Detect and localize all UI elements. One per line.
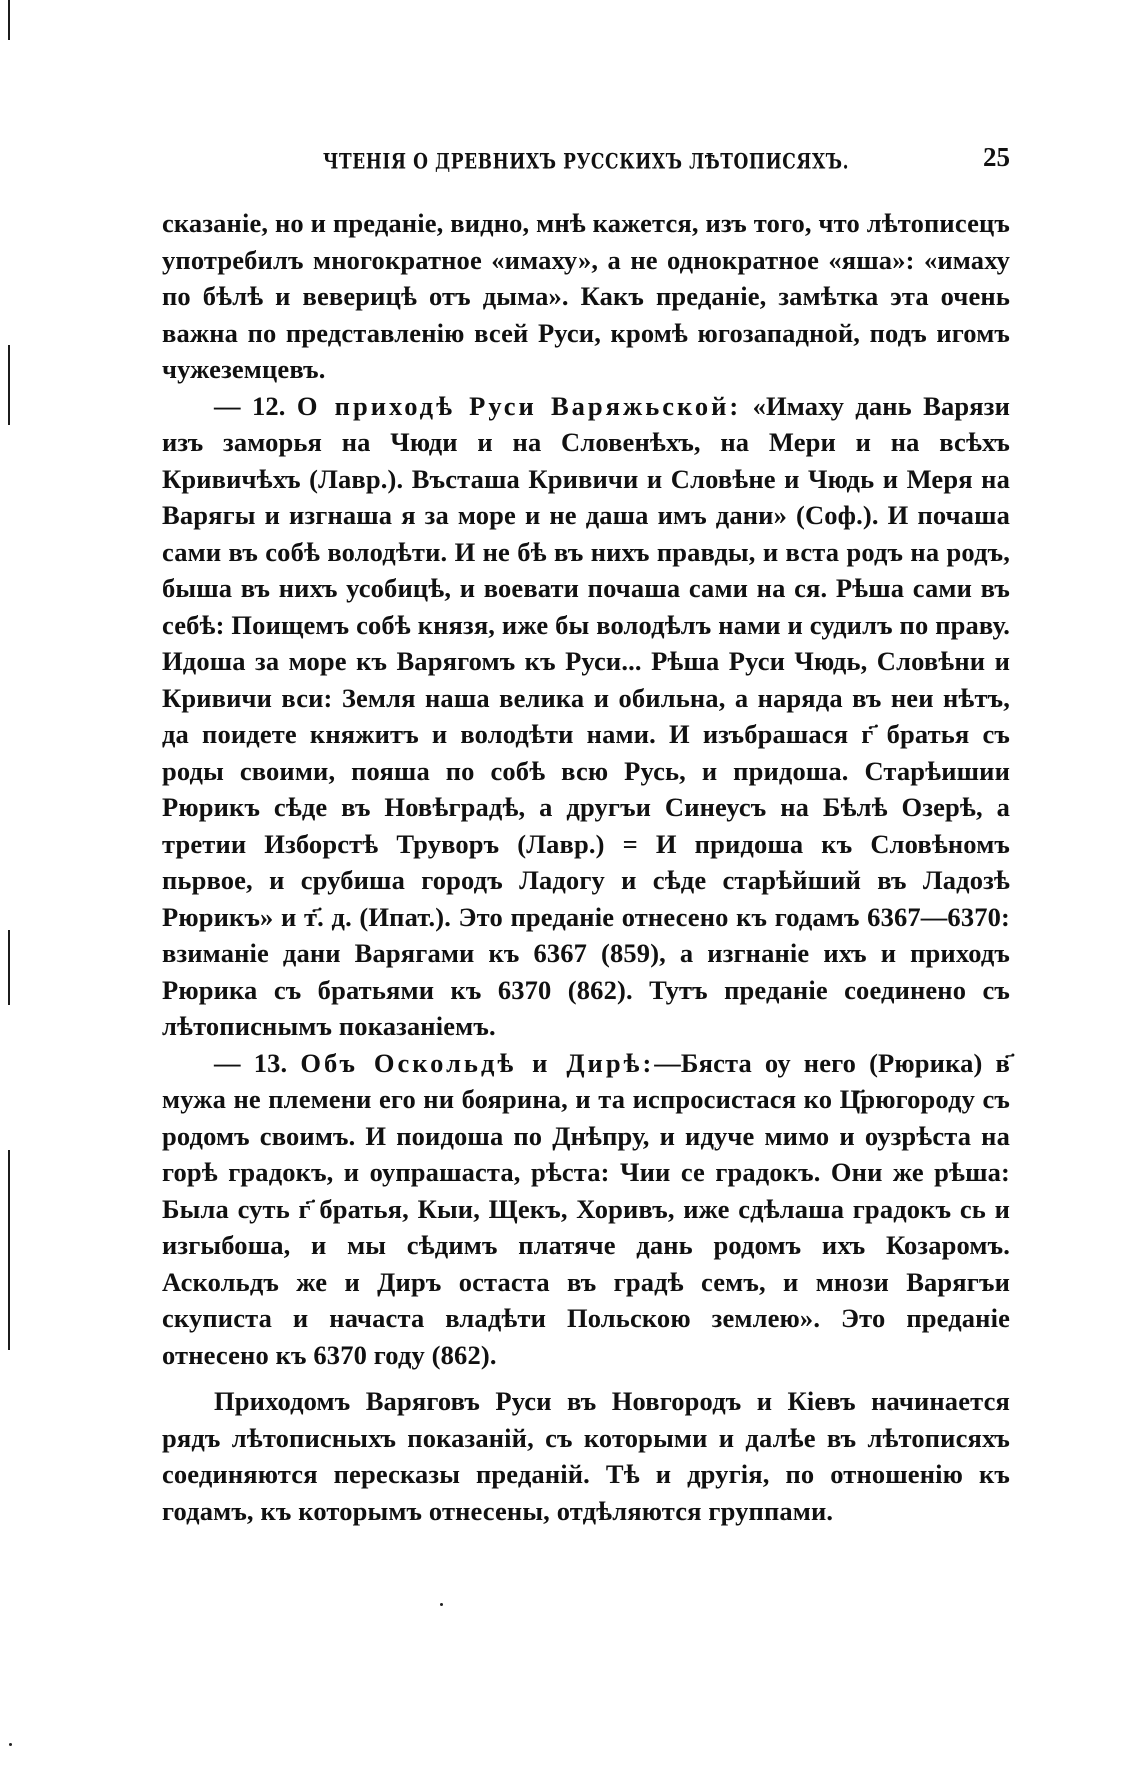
paragraph: [162, 205, 1010, 388]
section-heading: Объ Оскольдѣ и Дирѣ:: [300, 1047, 655, 1078]
paragraph: [162, 388, 1010, 1045]
paragraph-text: Приходомъ Варяговъ Руси въ Новгородъ и Кіевъ начинается рядъ лѣтописныхъ показаній, съ которыми и далѣе въ лѣтописяхъ соединяются пересказы преданій. Тѣ и другія, по отношенію къ годамъ, къ которымъ отнесены, отдѣляются группами.: [162, 1386, 1010, 1526]
scan-speck: [9, 1743, 12, 1746]
section-number: — 12.: [214, 390, 297, 421]
paragraph: [162, 1383, 1010, 1529]
scan-margin-rule: [8, 345, 10, 425]
section-number: — 13.: [214, 1047, 301, 1078]
paragraph: [162, 1045, 1010, 1374]
paragraph-text: «Имаху дань Варязи изъ заморья на Чюди и на Словенѣхъ, на Мери и на всѣхъ Кривичѣхъ (Лавр.). Въсташа Кривичи и Словѣне и Чюдь и Меря на Варягы и изгнаша я за море и не даша имъ дани» (Соф.). И почаша сами въ собѣ володѣти. И не бѣ въ нихъ правды, и вста родъ на родъ, быша въ нихъ усобицѣ, и воевати почаша сами на ся. Рѣша сами въ себѣ: Поищемъ собѣ князя, иже бы володѣлъ нами и судилъ по праву. Идоша за море къ Варягомъ къ Руси... Рѣша Руси Чюдь, Словѣни и Кривичи вси: Земля наша велика и обильна, а наряда въ неи нѣтъ, да поидете княжитъ и володѣти нами. И изъбрашася г҃ братья съ роды своими, пояша по собѣ всю Русь, и придоша. Старѣишии Рюрикъ сѣде въ Новѣградѣ, а другъи Синеусъ на Бѣлѣ Озерѣ, а третии Изборстѣ Труворъ (Лавр.) = И придоша къ Словѣномъ пьрвое, и срубиша городъ Ладогу и сѣде старѣйший въ Ладозѣ Рюрикъ» и т҃. д. (Ипат.). Это преданіе отнесено къ годамъ 6367—6370: взиманіе дани Варягами къ 6367 (859), а изгнаніе ихъ и приходъ Рюрика съ братьями къ 6370 (862). Тутъ преданіе соединено съ лѣтописнымъ показаніемъ.: [162, 390, 1010, 1041]
scan-margin-rule: [8, 0, 10, 40]
paragraph-text: сказаніе, но и преданіе, видно, мнѣ кажется, изъ того, что лѣтописецъ употребилъ многократное «имаху», а не однократное «яша»: «имаху по бѣлѣ и веверицѣ отъ дыма». Какъ преданіе, замѣтка эта очень важна по представленію всей Руси, кромѣ югозападной, подъ игомъ чужеземцевъ.: [162, 208, 1010, 384]
scan-margin-rule: [8, 930, 10, 1005]
running-title: ЧТЕНІЯ О ДРЕВНИХЪ РУССКИХЪ ЛѢТОПИСЯХЪ.: [322, 149, 850, 175]
page-header: [162, 142, 1010, 182]
scan-margin-rule: [8, 1150, 10, 1350]
section-heading: О приходѣ Руси Варяжьской:: [296, 390, 742, 421]
body-text: [162, 205, 1010, 1529]
paragraph-text: —Бяста оу него (Рюрика) в҃ мужа не племени его ни боярина, и та испросистася ко Ц҃рюгороду съ родомъ своимъ. И поидоша по Днѣпру, и идуче мимо и оузрѣста на горѣ градокъ, и оупрашаста, рѣста: Чии се градокъ. Они же рѣша: Была суть г҃ братья, Кыи, Щекъ, Хоривъ, иже сдѣлаша градокъ сь и изгыбоша, и мы сѣдимъ платяче дань родомъ ихъ Козаромъ. Аскольдъ же и Диръ остаста въ градѣ семъ, и мнози Варягъи скуписта и начаста владѣти Польскою землею». Это преданіе отнесено къ 6370 году (862).: [162, 1047, 1010, 1370]
scan-speck: [440, 1603, 443, 1606]
page-number: 25: [983, 142, 1010, 172]
